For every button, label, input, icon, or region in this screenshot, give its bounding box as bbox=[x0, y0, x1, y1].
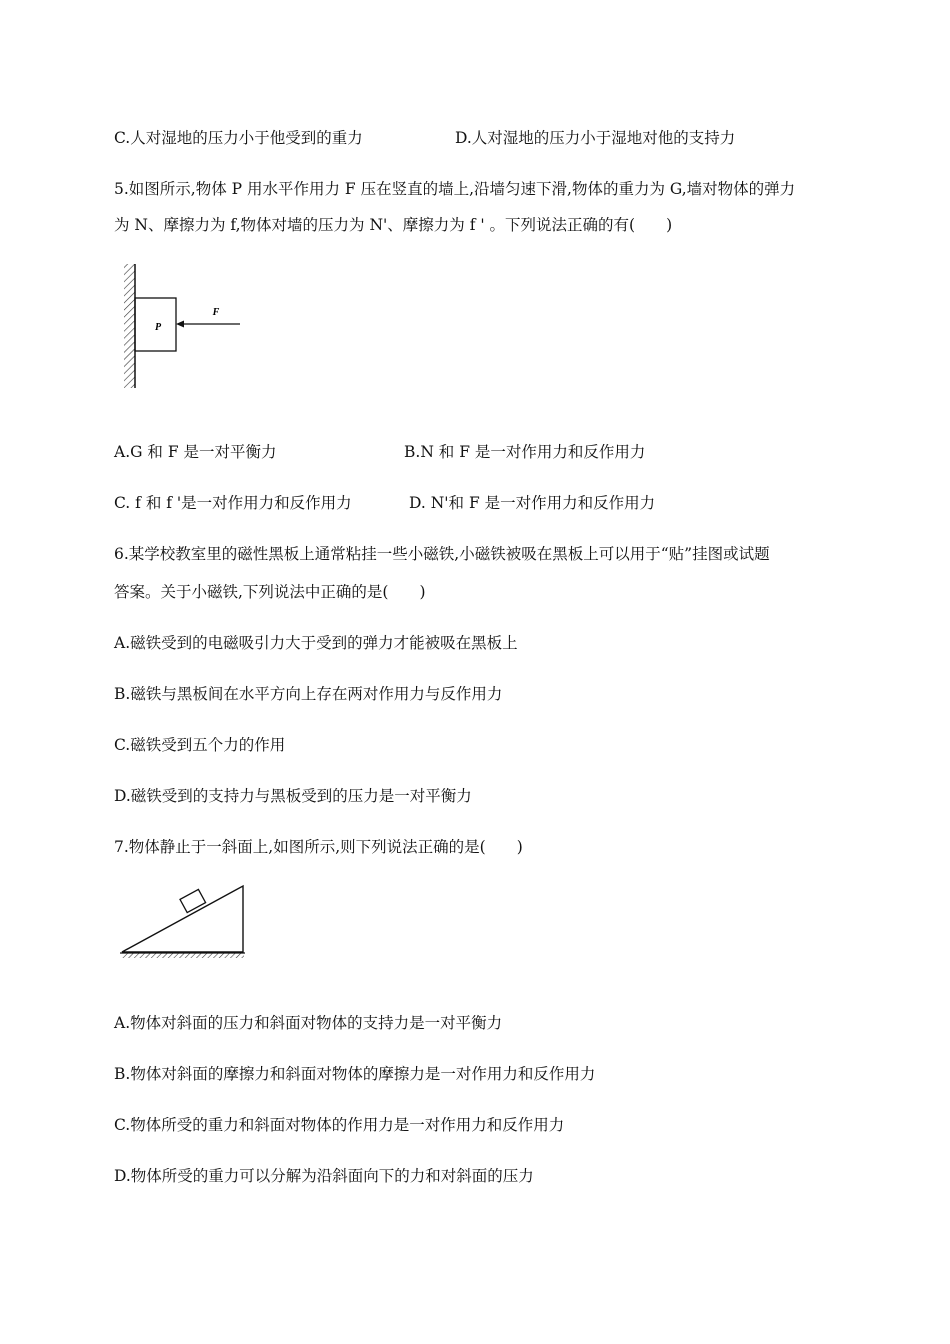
q5-option-d: D. N'和 F 是一对作用力和反作用力 bbox=[409, 494, 656, 512]
q5-stem-line-2: 为 N、摩擦力为 f,物体对墙的压力为 N'、摩擦力为 f ' 。下列说法正确的有( ) bbox=[114, 216, 673, 234]
q6-stem-line-2: 答案。关于小磁铁,下列说法中正确的是( ) bbox=[114, 583, 426, 601]
q5-wall-block-figure bbox=[112, 258, 252, 398]
incline-triangle bbox=[122, 886, 243, 952]
q6-option-d: D.磁铁受到的支持力与黑板受到的压力是一对平衡力 bbox=[114, 787, 472, 805]
q7-incline-figure bbox=[112, 878, 252, 968]
q6-option-a: A.磁铁受到的电磁吸引力大于受到的弹力才能被吸在黑板上 bbox=[114, 634, 518, 652]
force-f-label: F bbox=[212, 307, 220, 318]
q7-stem: 7.物体静止于一斜面上,如图所示,则下列说法正确的是( ) bbox=[114, 838, 523, 856]
q7-option-c: C.物体所受的重力和斜面对物体的作用力是一对作用力和反作用力 bbox=[114, 1116, 565, 1134]
q4-option-d: D.人对湿地的压力小于湿地对他的支持力 bbox=[455, 129, 736, 147]
q5-option-a: A.G 和 F 是一对平衡力 bbox=[114, 443, 277, 461]
block-p-label: P bbox=[154, 322, 162, 333]
q5-stem-line-1: 5.如图所示,物体 P 用水平作用力 F 压在竖直的墙上,沿墙匀速下滑,物体的重力为 G,墙对物体的弹力 bbox=[114, 180, 796, 198]
q5-option-c: C. f 和 f '是一对作用力和反作用力 bbox=[114, 494, 352, 512]
force-f-arrowhead bbox=[176, 321, 184, 328]
q7-option-b: B.物体对斜面的摩擦力和斜面对物体的摩擦力是一对作用力和反作用力 bbox=[114, 1065, 596, 1083]
q6-option-b: B.磁铁与黑板间在水平方向上存在两对作用力与反作用力 bbox=[114, 685, 503, 703]
q5-option-b: B.N 和 F 是一对作用力和反作用力 bbox=[404, 443, 646, 461]
q7-option-a: A.物体对斜面的压力和斜面对物体的支持力是一对平衡力 bbox=[114, 1014, 503, 1032]
q6-option-c: C.磁铁受到五个力的作用 bbox=[114, 736, 286, 754]
ground-hatching bbox=[122, 953, 244, 958]
q7-option-d: D.物体所受的重力可以分解为沿斜面向下的力和对斜面的压力 bbox=[114, 1167, 534, 1185]
q6-stem-line-1: 6.某学校教室里的磁性黑板上通常粘挂一些小磁铁,小磁铁被吸在黑板上可以用于“贴”挂图或试题 bbox=[114, 545, 770, 563]
q4-option-c: C.人对湿地的压力小于他受到的重力 bbox=[114, 129, 363, 147]
wall-hatching bbox=[124, 264, 135, 388]
